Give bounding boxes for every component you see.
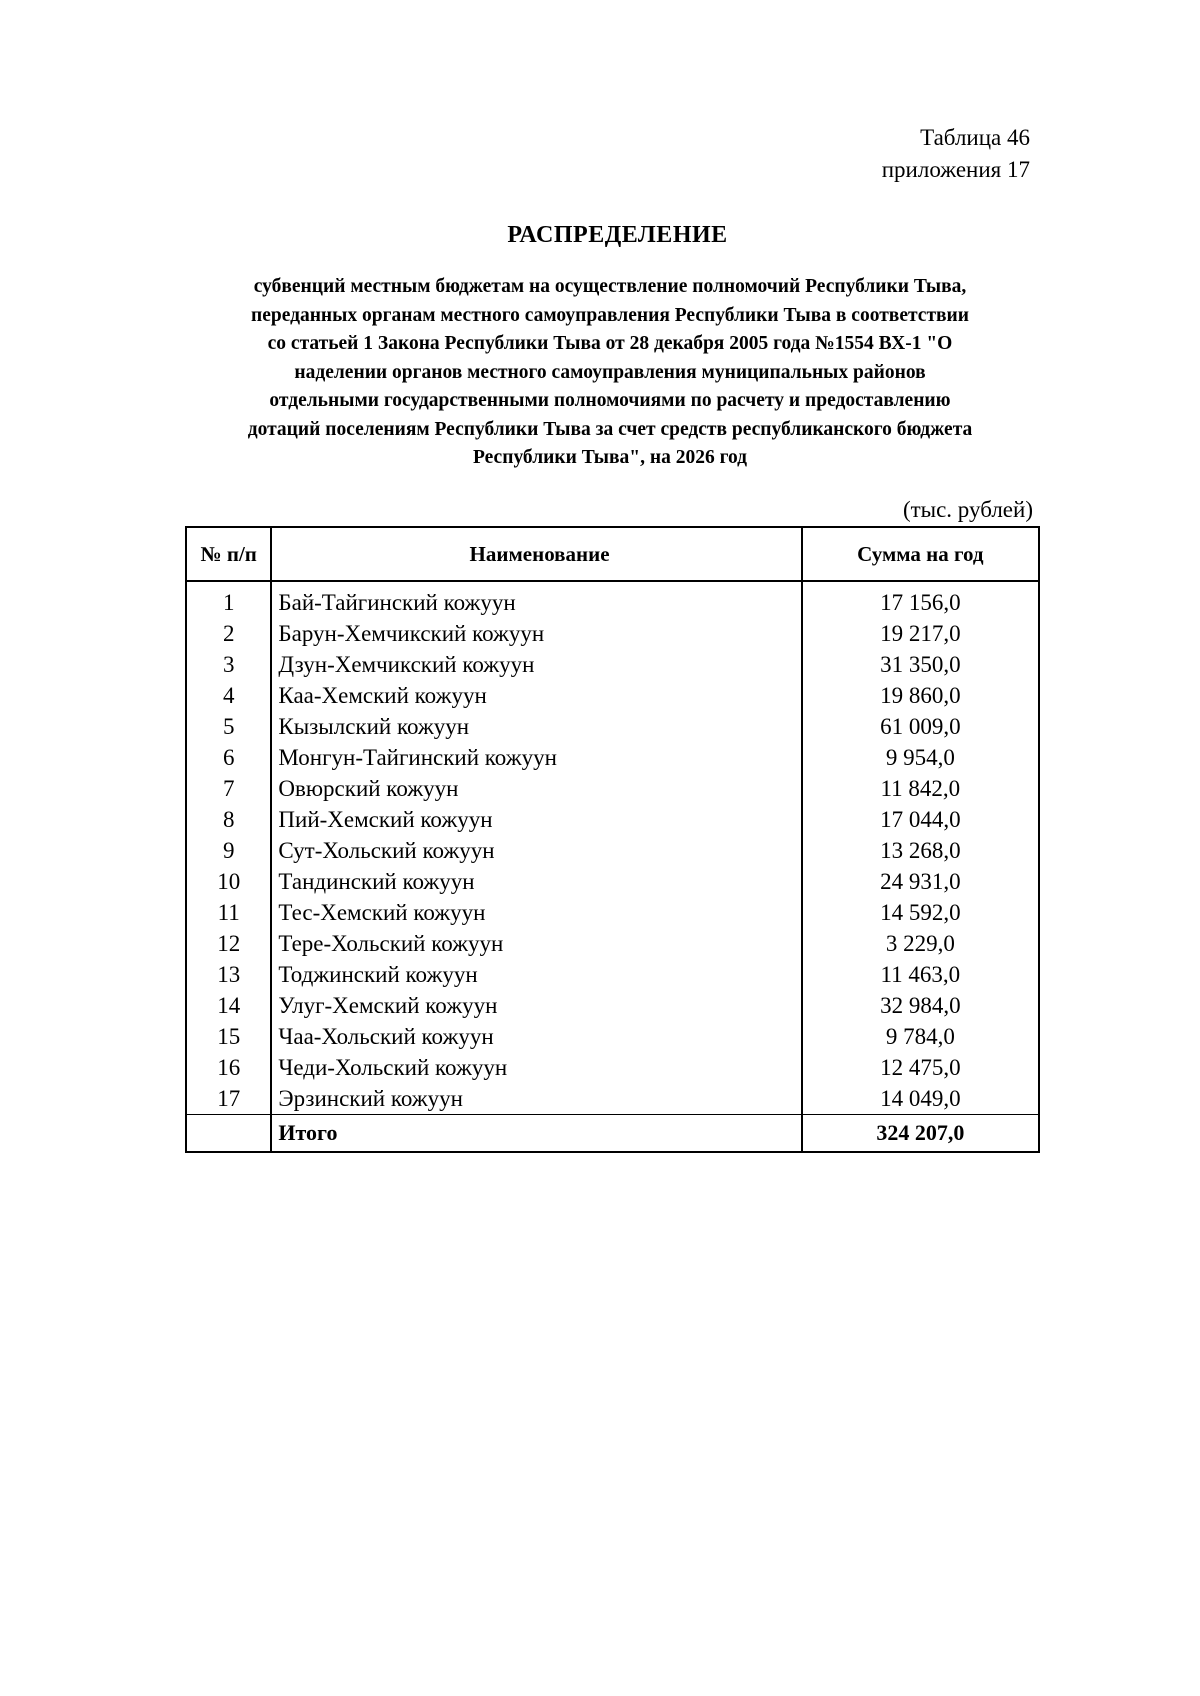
subtitle-line: наделении органов местного самоуправления муниципальных районов bbox=[294, 361, 926, 383]
row-number: 8 bbox=[186, 804, 271, 835]
row-sum: 17 044,0 bbox=[802, 804, 1039, 835]
row-sum: 61 009,0 bbox=[802, 711, 1039, 742]
subtitle-line: Республики Тыва", на 2026 год bbox=[473, 447, 747, 468]
table-row bbox=[186, 649, 1039, 680]
row-sum: 12 475,0 bbox=[802, 1052, 1039, 1083]
row-number: 4 bbox=[186, 680, 271, 711]
subtitle-line: со статьей 1 Закона Республики Тыва от 28 декабря 2005 года №1554 ВХ-1 "О bbox=[267, 333, 953, 354]
table-row bbox=[186, 773, 1039, 804]
total-number bbox=[186, 1115, 271, 1153]
row-name: Тере-Хольский кожуун bbox=[271, 928, 801, 959]
row-number: 10 bbox=[186, 866, 271, 897]
table-reference bbox=[882, 122, 1030, 186]
table-row bbox=[186, 835, 1039, 866]
row-name: Тандинский кожуун bbox=[271, 866, 801, 897]
row-name: Тоджинский кожуун bbox=[271, 959, 801, 990]
row-name: Дзун-Хемчикский кожуун bbox=[271, 649, 801, 680]
table-row bbox=[186, 804, 1039, 835]
row-name: Овюрский кожуун bbox=[271, 773, 801, 804]
table-row bbox=[186, 866, 1039, 897]
row-sum: 17 156,0 bbox=[802, 581, 1039, 618]
row-number: 14 bbox=[186, 990, 271, 1021]
row-name: Барун-Хемчикский кожуун bbox=[271, 618, 801, 649]
row-sum: 19 217,0 bbox=[802, 618, 1039, 649]
reference-table-number: Таблица 46 bbox=[920, 125, 1030, 150]
row-number: 9 bbox=[186, 835, 271, 866]
row-number: 5 bbox=[186, 711, 271, 742]
row-number: 2 bbox=[186, 618, 271, 649]
units-label: (тыс. рублей) bbox=[902, 497, 1033, 522]
row-sum: 9 784,0 bbox=[802, 1021, 1039, 1052]
table-header-row bbox=[186, 527, 1039, 581]
row-name: Кызылский кожуун bbox=[271, 711, 801, 742]
table-row bbox=[186, 680, 1039, 711]
subtitle-line: дотаций поселениям Республики Тыва за счет средств республиканского бюджета bbox=[247, 418, 973, 440]
table-row bbox=[186, 990, 1039, 1021]
row-name: Улуг-Хемский кожуун bbox=[271, 990, 801, 1021]
row-sum: 11 842,0 bbox=[802, 773, 1039, 804]
row-sum: 11 463,0 bbox=[802, 959, 1039, 990]
row-number: 7 bbox=[186, 773, 271, 804]
row-sum: 3 229,0 bbox=[802, 928, 1039, 959]
table-row bbox=[186, 711, 1039, 742]
row-number: 1 bbox=[186, 581, 271, 618]
table-row bbox=[186, 618, 1039, 649]
row-number: 11 bbox=[186, 897, 271, 928]
row-name: Эрзинский кожуун bbox=[271, 1083, 801, 1115]
table-row bbox=[186, 1021, 1039, 1052]
row-number: 13 bbox=[186, 959, 271, 990]
row-number: 17 bbox=[186, 1083, 271, 1115]
table-row bbox=[186, 897, 1039, 928]
table-row bbox=[186, 1052, 1039, 1083]
row-number: 15 bbox=[186, 1021, 271, 1052]
table-row bbox=[186, 959, 1039, 990]
row-number: 6 bbox=[186, 742, 271, 773]
row-number: 16 bbox=[186, 1052, 271, 1083]
document-subtitle bbox=[185, 273, 1035, 473]
row-sum: 24 931,0 bbox=[802, 866, 1039, 897]
subtitle-line: переданных органам местного самоуправления Республики Тыва в соответствии bbox=[250, 304, 970, 326]
header-name: Наименование bbox=[271, 527, 801, 581]
table-row bbox=[186, 742, 1039, 773]
subtitle-line: субвенций местным бюджетам на осуществление полномочий Республики Тыва, bbox=[253, 276, 967, 297]
table-total-row bbox=[186, 1115, 1039, 1153]
row-sum: 14 049,0 bbox=[802, 1083, 1039, 1115]
row-name: Чеди-Хольский кожуун bbox=[271, 1052, 801, 1083]
table-row bbox=[186, 581, 1039, 618]
table-body bbox=[186, 581, 1039, 1152]
subtitle-line: отдельными государственными полномочиями по расчету и предоставлению bbox=[269, 390, 951, 411]
row-name: Сут-Хольский кожуун bbox=[271, 835, 801, 866]
header-sum: Сумма на год bbox=[802, 527, 1039, 581]
row-name: Чаа-Хольский кожуун bbox=[271, 1021, 801, 1052]
document-title: РАСПРЕДЕЛЕНИЕ bbox=[507, 222, 728, 248]
row-sum: 9 954,0 bbox=[802, 742, 1039, 773]
row-sum: 31 350,0 bbox=[802, 649, 1039, 680]
row-sum: 14 592,0 bbox=[802, 897, 1039, 928]
row-sum: 19 860,0 bbox=[802, 680, 1039, 711]
row-name: Каа-Хемский кожуун bbox=[271, 680, 801, 711]
reference-appendix: приложения 17 bbox=[881, 157, 1030, 182]
total-label: Итого bbox=[271, 1115, 801, 1153]
distribution-table bbox=[185, 526, 1040, 1153]
row-number: 12 bbox=[186, 928, 271, 959]
row-name: Бай-Тайгинский кожуун bbox=[271, 581, 801, 618]
table-row bbox=[186, 1083, 1039, 1115]
header-number: № п/п bbox=[186, 527, 271, 581]
total-value: 324 207,0 bbox=[802, 1115, 1039, 1153]
table-row bbox=[186, 928, 1039, 959]
row-sum: 32 984,0 bbox=[802, 990, 1039, 1021]
row-sum: 13 268,0 bbox=[802, 835, 1039, 866]
row-name: Тес-Хемский кожуун bbox=[271, 897, 801, 928]
row-name: Пий-Хемский кожуун bbox=[271, 804, 801, 835]
row-name: Монгун-Тайгинский кожуун bbox=[271, 742, 801, 773]
row-number: 3 bbox=[186, 649, 271, 680]
